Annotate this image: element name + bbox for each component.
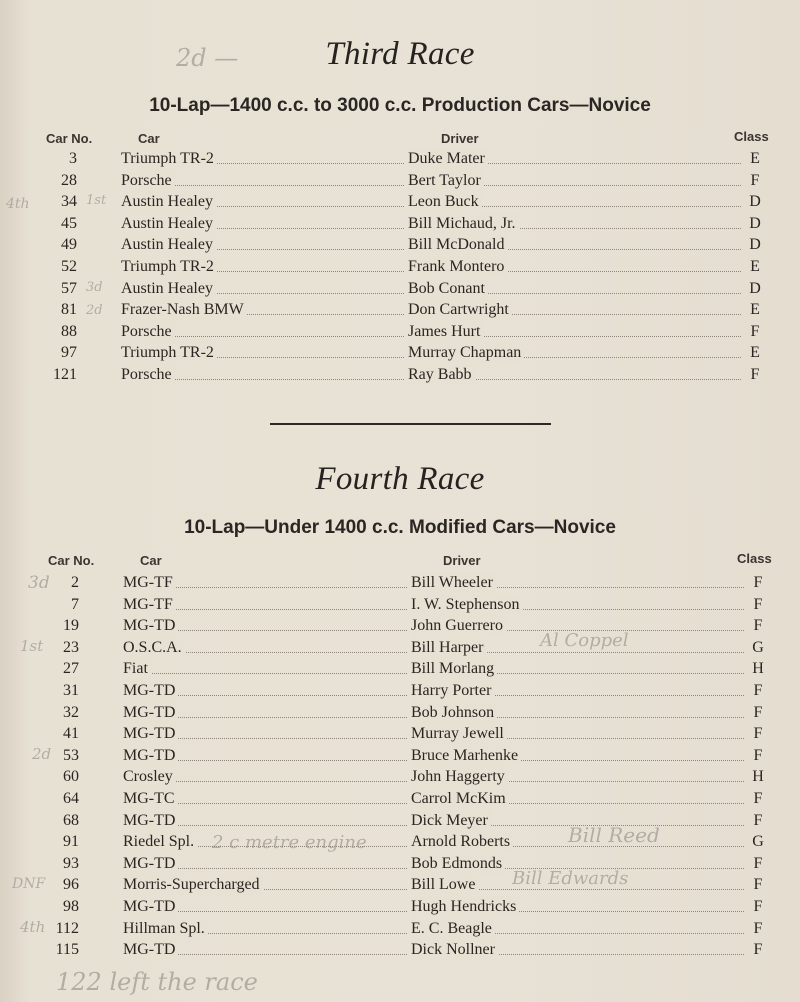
entry-row	[0, 745, 800, 766]
car-class: F	[750, 322, 760, 340]
car-number: 28	[61, 171, 77, 189]
driver-name: Bill Wheeler	[411, 572, 496, 593]
car-class: E	[750, 258, 760, 275]
car-model: Porsche	[121, 364, 175, 385]
entry-row	[0, 278, 800, 299]
entry-row	[0, 299, 800, 320]
car-number: 45	[61, 214, 77, 232]
driver-name: Duke Mater	[408, 148, 488, 169]
entry-row	[0, 853, 800, 874]
entry-row	[0, 170, 800, 191]
fourth-race-header-car: Car	[140, 553, 162, 568]
car-model: Fiat	[123, 658, 151, 679]
entry-row	[0, 148, 800, 169]
driver-name: Murray Jewell	[411, 723, 507, 744]
car-number: 3	[69, 150, 77, 167]
car-model: Crosley	[123, 766, 176, 787]
driver-name: Arnold Roberts	[411, 831, 513, 852]
car-class: F	[750, 171, 760, 189]
driver-name: Bruce Marhenke	[411, 745, 521, 766]
leader-dots	[123, 673, 407, 674]
car-class: F	[753, 703, 763, 721]
car-number: 19	[63, 617, 79, 635]
handwritten-margin-note: 2 c metre engine	[212, 832, 367, 853]
car-class: F	[753, 725, 763, 743]
car-number: 97	[61, 344, 77, 362]
car-number: 23	[63, 638, 79, 656]
car-model: MG-TD	[123, 723, 178, 744]
handwritten-margin-note: Al Coppel	[540, 630, 629, 651]
driver-name: Bill Morlang	[411, 658, 497, 679]
entry-row	[0, 939, 800, 960]
car-number: 31	[63, 682, 79, 699]
handwritten-finish-note: DNF	[12, 876, 46, 892]
car-number: 27	[63, 660, 79, 678]
car-number: 60	[63, 768, 79, 786]
driver-name: Bill Lowe	[411, 874, 478, 895]
entry-row	[0, 874, 800, 895]
car-number: 121	[53, 366, 77, 383]
car-number: 64	[63, 790, 79, 807]
entry-row	[0, 637, 800, 658]
car-model: O.S.C.A.	[123, 637, 185, 658]
fourth-race-subtitle: 10-Lap—Under 1400 c.c. Modified Cars—Novice	[184, 517, 616, 538]
car-model: Triumph TR-2	[121, 256, 217, 277]
handwritten-finish-note: 1st	[86, 193, 107, 208]
car-class: E	[750, 150, 760, 167]
driver-name: I. W. Stephenson	[411, 594, 522, 615]
third-race-header-car: Car	[138, 131, 160, 146]
entry-row	[0, 788, 800, 809]
car-model: MG-TF	[123, 594, 176, 615]
car-number: 2	[71, 574, 79, 591]
car-model: Riedel Spl.	[123, 831, 197, 852]
third-race-header-class: Class	[734, 129, 769, 144]
handwritten-finish-note: 3d	[28, 573, 50, 593]
car-class: F	[753, 876, 763, 894]
driver-name: John Haggerty	[411, 766, 508, 787]
entry-row	[0, 702, 800, 723]
car-number: 96	[63, 876, 79, 894]
car-class: F	[753, 790, 763, 807]
car-model: Austin Healey	[121, 234, 216, 255]
car-model: MG-TD	[123, 853, 178, 874]
handwritten-finish-note: 4th	[6, 196, 30, 212]
third-race-header-car-no: Car No.	[46, 131, 93, 146]
car-number: 91	[63, 833, 79, 851]
car-model: Porsche	[121, 170, 175, 191]
car-class: F	[753, 941, 763, 959]
car-number: 93	[63, 854, 79, 872]
entry-row	[0, 594, 800, 615]
third-race-title: Third Race	[325, 36, 475, 72]
driver-name: Leon Buck	[408, 191, 482, 212]
driver-name: Frank Montero	[408, 256, 507, 277]
driver-name: Bill Harper	[411, 637, 486, 658]
driver-name: Bill McDonald	[408, 234, 507, 255]
car-model: Triumph TR-2	[121, 342, 217, 363]
car-class: D	[749, 236, 761, 254]
car-class: F	[753, 746, 763, 764]
entry-row	[0, 896, 800, 917]
handwritten-finish-note: 2d	[32, 745, 52, 763]
handwritten-finish-note: 2d	[86, 303, 103, 318]
car-class: F	[753, 617, 763, 635]
car-number: 88	[61, 322, 77, 340]
car-number: 57	[61, 279, 77, 297]
handwritten-margin-note: 122 left the race	[56, 968, 258, 996]
car-class: F	[753, 574, 763, 591]
driver-name: Dick Meyer	[411, 810, 491, 831]
car-class: E	[750, 301, 760, 319]
car-number: 98	[63, 898, 79, 915]
driver-name: E. C. Beagle	[411, 918, 495, 939]
car-model: MG-TF	[123, 572, 176, 593]
car-class: F	[750, 366, 760, 383]
car-number: 41	[63, 725, 79, 743]
handwritten-place-note: 2d —	[176, 44, 239, 72]
car-model: MG-TD	[123, 745, 178, 766]
driver-name: Ray Babb	[408, 364, 475, 385]
car-number: 81	[61, 301, 77, 319]
driver-name: Dick Nollner	[411, 939, 498, 960]
driver-name: Murray Chapman	[408, 342, 524, 363]
entry-row	[0, 766, 800, 787]
entry-row	[0, 213, 800, 234]
entry-row	[0, 364, 800, 385]
fourth-race-header-class: Class	[737, 551, 772, 566]
third-race-subtitle: 10-Lap—1400 c.c. to 3000 c.c. Production Cars—Novice	[149, 95, 651, 116]
car-class: H	[752, 768, 764, 786]
car-number: 112	[55, 919, 79, 937]
car-model: Triumph TR-2	[121, 148, 217, 169]
car-class: F	[753, 854, 763, 872]
driver-name: Harry Porter	[411, 680, 494, 701]
car-number: 49	[61, 236, 77, 254]
entry-row	[0, 191, 800, 212]
car-model: Frazer-Nash BMW	[121, 299, 247, 320]
fourth-race-header-car-no: Car No.	[48, 553, 95, 568]
entry-row	[0, 918, 800, 939]
driver-name: Bill Michaud, Jr.	[408, 213, 519, 234]
car-class: F	[753, 595, 763, 613]
driver-name: Bob Edmonds	[411, 853, 505, 874]
car-model: MG-TC	[123, 788, 178, 809]
car-class: F	[753, 898, 763, 915]
entry-row	[0, 234, 800, 255]
entry-row	[0, 658, 800, 679]
car-model: Austin Healey	[121, 191, 216, 212]
entry-row	[0, 615, 800, 636]
car-model: Porsche	[121, 321, 175, 342]
car-model: MG-TD	[123, 810, 178, 831]
driver-name: Bob Johnson	[411, 702, 497, 723]
section-divider	[270, 423, 551, 425]
handwritten-finish-note: 1st	[20, 637, 44, 655]
car-class: G	[752, 638, 764, 656]
car-model: Austin Healey	[121, 278, 216, 299]
entry-row	[0, 810, 800, 831]
car-class: F	[753, 811, 763, 829]
car-number: 53	[63, 746, 79, 764]
car-class: E	[750, 344, 760, 362]
car-class: D	[749, 193, 761, 211]
fourth-race-title: Fourth Race	[315, 461, 485, 497]
car-number: 34	[61, 193, 77, 211]
car-number: 7	[71, 595, 79, 613]
third-race-header-driver: Driver	[441, 131, 479, 146]
car-model: Morris-Supercharged	[123, 874, 263, 895]
car-class: H	[752, 660, 764, 678]
entry-row	[0, 572, 800, 593]
car-number: 52	[61, 258, 77, 275]
driver-name: James Hurt	[408, 321, 483, 342]
entry-row	[0, 342, 800, 363]
car-class: F	[753, 682, 763, 699]
car-class: G	[752, 833, 764, 851]
car-class: D	[749, 279, 761, 297]
car-model: MG-TD	[123, 896, 178, 917]
handwritten-finish-note: 3d	[86, 280, 103, 295]
car-model: MG-TD	[123, 702, 178, 723]
car-class: D	[749, 214, 761, 232]
entry-row	[0, 723, 800, 744]
handwritten-margin-note: Bill Reed	[568, 823, 660, 847]
driver-name: Don Cartwright	[408, 299, 512, 320]
car-model: MG-TD	[123, 680, 178, 701]
car-model: Austin Healey	[121, 213, 216, 234]
car-class: F	[753, 919, 763, 937]
entry-row	[0, 831, 800, 852]
car-number: 32	[63, 703, 79, 721]
car-number: 68	[63, 811, 79, 829]
driver-name: Hugh Hendricks	[411, 896, 519, 917]
handwritten-margin-note: Bill Edwards	[512, 868, 629, 889]
car-model: MG-TD	[123, 615, 178, 636]
entry-row	[0, 321, 800, 342]
car-number: 115	[55, 941, 79, 959]
car-model: Hillman Spl.	[123, 918, 208, 939]
handwritten-finish-note: 4th	[20, 918, 46, 936]
fourth-race-header-driver: Driver	[443, 553, 481, 568]
driver-name: Carrol McKim	[411, 788, 509, 809]
driver-name: Bob Conant	[408, 278, 488, 299]
driver-name: John Guerrero	[411, 615, 506, 636]
entry-row	[0, 680, 800, 701]
entry-row	[0, 256, 800, 277]
car-model: MG-TD	[123, 939, 178, 960]
driver-name: Bert Taylor	[408, 170, 484, 191]
